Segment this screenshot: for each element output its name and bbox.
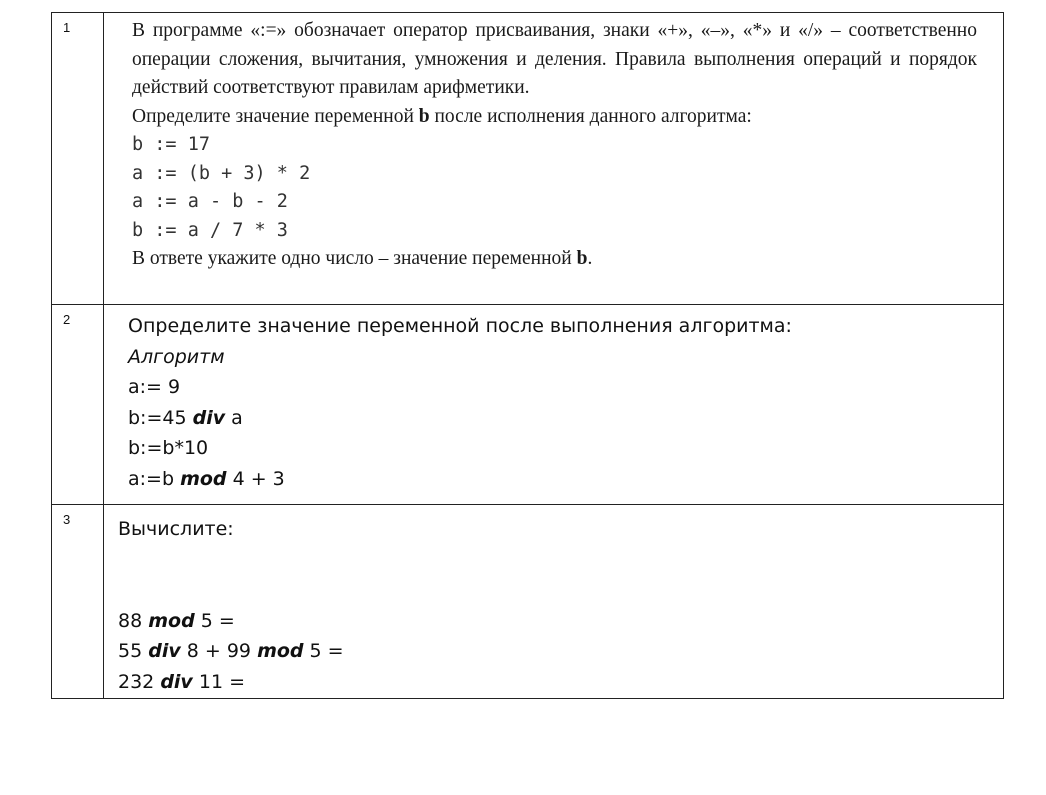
div-keyword: div xyxy=(192,406,226,429)
code-line: b := a / 7 * 3 xyxy=(132,219,288,241)
div-keyword: div xyxy=(148,640,181,662)
task-number: 3 xyxy=(63,512,71,527)
code-text: a:=b xyxy=(128,467,181,490)
expr-text: 8 + 99 xyxy=(180,640,258,662)
task-1-answer-prompt: В ответе укажите одно число – значение переменной b. xyxy=(132,248,593,269)
expression-line xyxy=(118,606,1003,637)
task-row-1 xyxy=(52,13,1004,305)
task-number: 2 xyxy=(63,312,71,327)
task-row-3 xyxy=(52,505,1004,699)
expr-text: 5 = xyxy=(303,640,344,662)
task-number-cell xyxy=(52,13,104,305)
blank-space xyxy=(118,545,1003,606)
code-text: a xyxy=(225,406,243,429)
algorithm-title: Алгоритм xyxy=(128,345,225,368)
task-row-2 xyxy=(52,305,1004,505)
algorithm-line: a:= 9 xyxy=(128,376,181,398)
mod-keyword: mod xyxy=(180,467,227,490)
expression-line xyxy=(118,636,1003,667)
task-number: 1 xyxy=(63,20,71,35)
task-1-question: Определите значение переменной b после исполнения данного алгоритма: xyxy=(132,105,752,127)
algorithm-line xyxy=(128,464,1003,495)
code-text: b:=45 xyxy=(128,406,193,429)
mod-keyword: mod xyxy=(257,640,304,662)
expr-text: 5 = xyxy=(194,609,235,632)
task-2-content xyxy=(104,305,1004,505)
expr-text: 88 xyxy=(118,609,149,632)
code-text: 4 + 3 xyxy=(226,467,285,490)
algorithm-line: b:=b*10 xyxy=(128,437,209,459)
algorithm-line xyxy=(128,403,1003,434)
code-line: a := a - b - 2 xyxy=(132,191,288,212)
div-keyword: div xyxy=(160,670,193,693)
expr-text: 11 = xyxy=(192,670,245,693)
task-3-content xyxy=(104,505,1004,699)
task-3-title: Вычислите: xyxy=(118,518,234,540)
variable-name: b xyxy=(418,105,430,127)
code-line: a := (b + 3) * 2 xyxy=(132,162,311,184)
expr-text: 232 xyxy=(118,670,161,693)
expression-line xyxy=(118,667,1003,698)
task-1-content xyxy=(104,13,1004,305)
task-table xyxy=(51,12,1004,699)
code-line: b := 17 xyxy=(132,134,210,155)
task-2-question: Определите значение переменной после выполнения алгоритма: xyxy=(128,315,792,337)
expr-text: 55 xyxy=(118,640,149,662)
task-number-cell xyxy=(52,505,104,699)
variable-name: b xyxy=(576,248,588,269)
task-1-intro: В программе «:=» обозначает оператор присваивания, знаки «+», «–», «*» и «/» – соответственно операции сложения, вычитания, умножения и деления. Правила выполнения операций и порядок действий соответствуют правилам арифметики. xyxy=(132,20,977,98)
mod-keyword: mod xyxy=(148,609,195,632)
task-number-cell xyxy=(52,305,104,505)
